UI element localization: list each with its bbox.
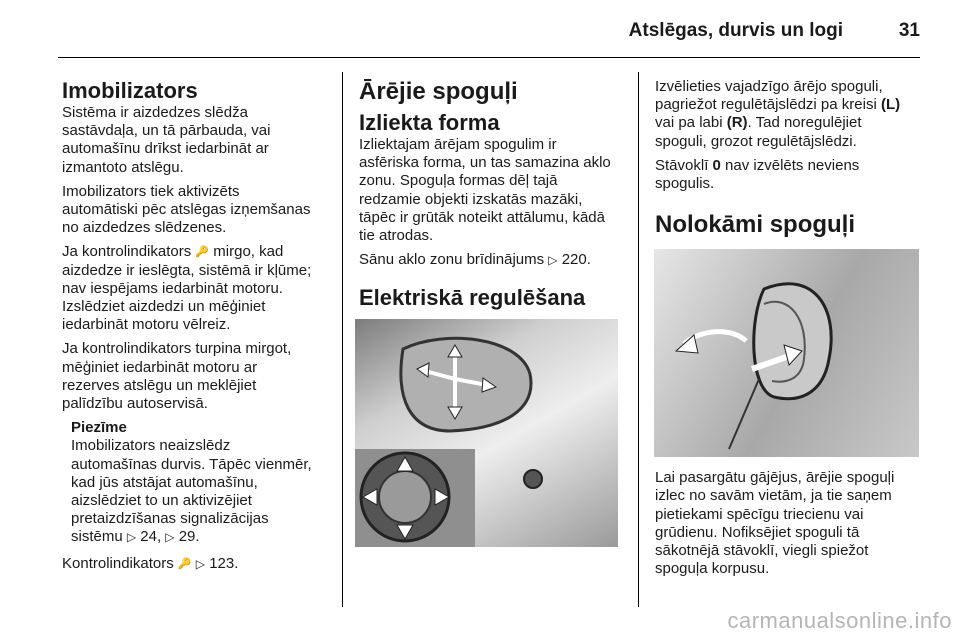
- immobilizer-key-icon: 🔑: [177, 557, 192, 570]
- triangle-reference-icon: ▷: [165, 530, 175, 545]
- mirror-adjustment-illustration: [355, 319, 618, 547]
- column-divider-2: [638, 72, 639, 607]
- paragraph: Ja kontrolindikators turpina mirgot, mēģiniet iedarbināt motoru ar rezerves atslēgu un meklējiet palīdzību autoservisā.: [62, 340, 292, 413]
- chapter-title: Atslēgas, durvis un logi: [628, 20, 843, 41]
- paragraph: Kontrolindikators 🔑 ▷ 123.: [62, 554, 239, 572]
- immobilizer-key-icon: 🔑: [195, 246, 210, 259]
- note-text: Imobilizators neaizslēdz automašīnas durvis. Tāpēc vienmēr, kad jūs atstājat automašīnu, aizslēdziet to un aktivizējiet pretaizdzīšanas signalizācijas sistēmu ▷ 24, ▷ 29.: [71, 437, 312, 546]
- paragraph: Ja kontrolindikators 🔑 mirgo, kad aizdedze ir ieslēgta, sistēmā ir kļūme; nav iespējams iedarbināt motoru. Izslēdziet aizdedzi un mēģiniet iedarbināt motoru vēlreiz.: [62, 243, 312, 334]
- column-immobilizer: [62, 78, 330, 579]
- folding-mirror-illustration: [654, 249, 919, 457]
- watermark: carmanualsonline.info: [727, 608, 952, 633]
- paragraph: Sistēma ir aizdedzes slēdža sastāvdaļa, un tā pārbauda, vai automašīnu drīkst iedarbināt ar izmantoto atslēgu.: [62, 104, 271, 176]
- paragraph: Sānu aklo zonu brīdinājums ▷ 220.: [359, 251, 591, 269]
- column-exterior-mirrors: [359, 78, 627, 547]
- note-box: [71, 419, 330, 546]
- triangle-reference-icon: ▷: [548, 253, 558, 268]
- note-title: Piezīme: [71, 419, 127, 437]
- paragraph: Imobilizators tiek aktivizēts automātiski pēc atslēgas izņemšanas no aizdedzes slēdzenes.: [62, 182, 311, 237]
- paragraph: Izliektajam ārējam spogulim ir asfēriska forma, un tas samazina aklo zonu. Spoguļa formas dēļ tajā redzamie objekti izskatās mazāki, tāpēc ir grūtāk noteikt attālumu, kādā tie atrodas.: [359, 136, 611, 245]
- column-mirror-selection: [655, 78, 923, 584]
- triangle-reference-icon: ▷: [195, 556, 206, 571]
- paragraph: Stāvoklī 0 nav izvēlēts neviens spogulis.: [655, 156, 860, 193]
- header-divider: [58, 57, 920, 58]
- section-heading-exterior-mirrors: Ārējie spoguļi: [359, 78, 518, 105]
- paragraph: Lai pasargātu gājējus, ārējie spoguļi izlec no savām vietām, ja tie saņem pietiekami spēcīgu triecienu vai grūdienu. Nofiksējiet spoguli tā sākotnējā stāvoklī, viegli spiežot spoguļa korpusu.: [655, 469, 895, 578]
- column-divider-1: [342, 72, 343, 607]
- folding-mirror-drawing: [654, 249, 919, 457]
- mirror-adjustment-drawing: [355, 319, 618, 547]
- section-heading-folding-mirrors: Nolokāmi spoguļi: [655, 211, 856, 239]
- page-number: 31: [898, 20, 920, 41]
- triangle-reference-icon: ▷: [126, 530, 137, 545]
- section-heading-immobilizer: Imobilizators: [62, 78, 198, 103]
- subheading-convex-shape: Izliekta forma: [359, 110, 500, 135]
- paragraph: Izvēlieties vajadzīgo ārējo spoguli, pagriežot regulētājslēdzi pa kreisi (L) vai pa labi (R). Tad noregulējiet spoguli, grozot regulētājslēdzi.: [655, 78, 901, 150]
- subheading-electric-adjustment: Elektriskā regulēšana: [359, 285, 586, 311]
